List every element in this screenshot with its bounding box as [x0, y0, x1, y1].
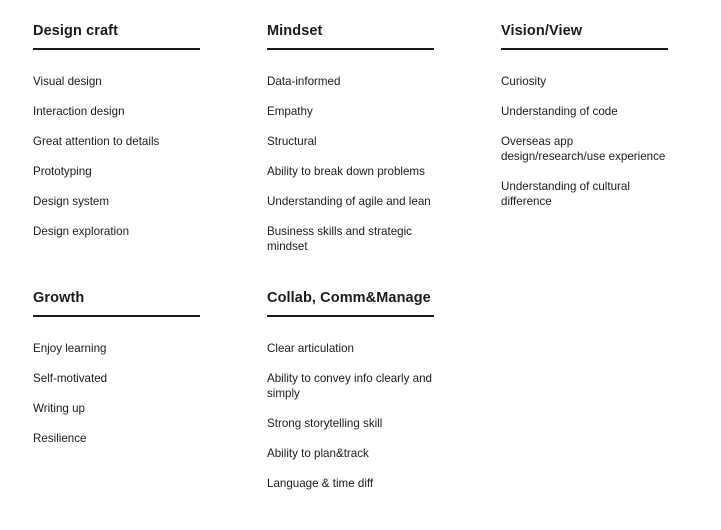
- section-collab-comm-manage: [267, 289, 439, 506]
- list-item: Strong storytelling skill: [267, 417, 383, 430]
- list-item: Curiosity: [501, 75, 547, 88]
- list-item: Design system: [33, 195, 110, 208]
- item-list: [267, 341, 439, 491]
- section-growth: [33, 289, 205, 461]
- section-title: Mindset: [267, 22, 434, 50]
- list-item: Design exploration: [33, 225, 130, 238]
- item-list: [33, 341, 205, 446]
- list-item: Business skills and strategic mindset: [267, 225, 412, 253]
- list-item: Overseas app design/research/use experience: [501, 135, 666, 163]
- section-title: Collab, Comm&Manage: [267, 289, 434, 317]
- list-item: Great attention to details: [33, 135, 160, 148]
- list-item: Enjoy learning: [33, 342, 107, 355]
- list-item: Self-motivated: [33, 372, 108, 385]
- list-item: Structural: [267, 135, 317, 148]
- list-item: Visual design: [33, 75, 102, 88]
- section-design-craft: [33, 22, 205, 254]
- list-item: Ability to convey info clearly and simply: [267, 372, 432, 400]
- list-item: Language & time diff: [267, 477, 374, 490]
- list-item: Ability to break down problems: [267, 165, 425, 178]
- list-item: Resilience: [33, 432, 87, 445]
- list-item: Clear articulation: [267, 342, 354, 355]
- list-item: Writing up: [33, 402, 85, 415]
- list-item: Understanding of code: [501, 105, 618, 118]
- section-title: Design craft: [33, 22, 200, 50]
- section-mindset: [267, 22, 439, 269]
- section-title: Vision/View: [501, 22, 668, 50]
- list-item: Prototyping: [33, 165, 92, 178]
- list-item: Interaction design: [33, 105, 125, 118]
- list-item: Data-informed: [267, 75, 341, 88]
- section-title: Growth: [33, 289, 200, 317]
- item-list: [267, 74, 439, 254]
- item-list: [33, 74, 205, 239]
- section-vision-view: [501, 22, 673, 224]
- item-list: [501, 74, 673, 209]
- list-item: Empathy: [267, 105, 313, 118]
- list-item: Understanding of cultural difference: [501, 180, 630, 208]
- list-item: Understanding of agile and lean: [267, 195, 431, 208]
- list-item: Ability to plan&track: [267, 447, 369, 460]
